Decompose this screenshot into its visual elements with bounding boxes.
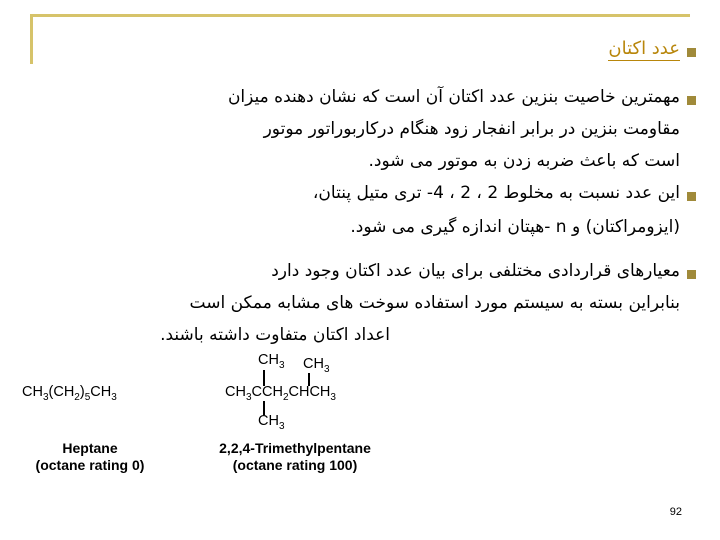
heptane-formula: $CH_3(CH_2)_5CH_3$ <box>22 384 117 403</box>
isooctane-rating: (octane rating 100) <box>232 457 358 473</box>
bullet-square <box>687 270 696 279</box>
isooctane-bottom-methyl: $CH_3$ <box>258 413 285 432</box>
isooctane-top-right-methyl: $CH_3$ <box>303 356 330 375</box>
isooctane-caption <box>205 440 385 474</box>
heptane-rating: (octane rating 0) <box>35 457 145 473</box>
bullet-1-line-2: مقاومت بنزین در برابر انفجار زود هنگام درکاربوراتور موتور <box>263 119 680 139</box>
frame-left-border <box>30 14 33 64</box>
bullet-3-line-3: اعداد اکتان متفاوت داشته باشند. <box>160 325 390 345</box>
heptane-caption <box>20 440 160 474</box>
bullet-square <box>687 96 696 105</box>
slide-title: عدد اکتان <box>608 38 680 59</box>
title-line <box>608 38 680 60</box>
bullet-1-line-3: است که باعث ضربه زدن به موتور می شود. <box>368 151 680 171</box>
isooctane-main-chain: $CH_3CCH_2CHCH_3$ <box>225 384 336 403</box>
heptane-name: Heptane <box>62 440 118 456</box>
bullet-square <box>687 192 696 201</box>
bullet-1-line-1: مهمترین خاصیت بنزین عدد اکتان آن است که نشان دهنده میزان <box>227 87 680 107</box>
bullet-2-line-2: (ایزومراکتان) و n -هپتان اندازه گیری می شود. <box>350 217 680 237</box>
bullet-3-line-1: معیارهای قراردادی مختلفی برای بیان عدد اکتان وجود دارد <box>271 261 680 281</box>
page-number: 92 <box>669 506 682 518</box>
frame-top-border <box>30 14 690 17</box>
bullet-square <box>687 48 696 57</box>
isooctane-name: 2,2,4-Trimethylpentane <box>219 440 371 456</box>
bullet-3-line-2: بنابراین بسته به سیستم مورد استفاده سوخت های مشابه ممکن است <box>189 293 680 313</box>
isooctane-top-left-methyl: $CH_3$ <box>258 352 285 371</box>
bullet-2-line-1: این عدد نسبت به مخلوط 2 ، 2 ، 4- تری متیل پنتان، <box>312 183 680 203</box>
